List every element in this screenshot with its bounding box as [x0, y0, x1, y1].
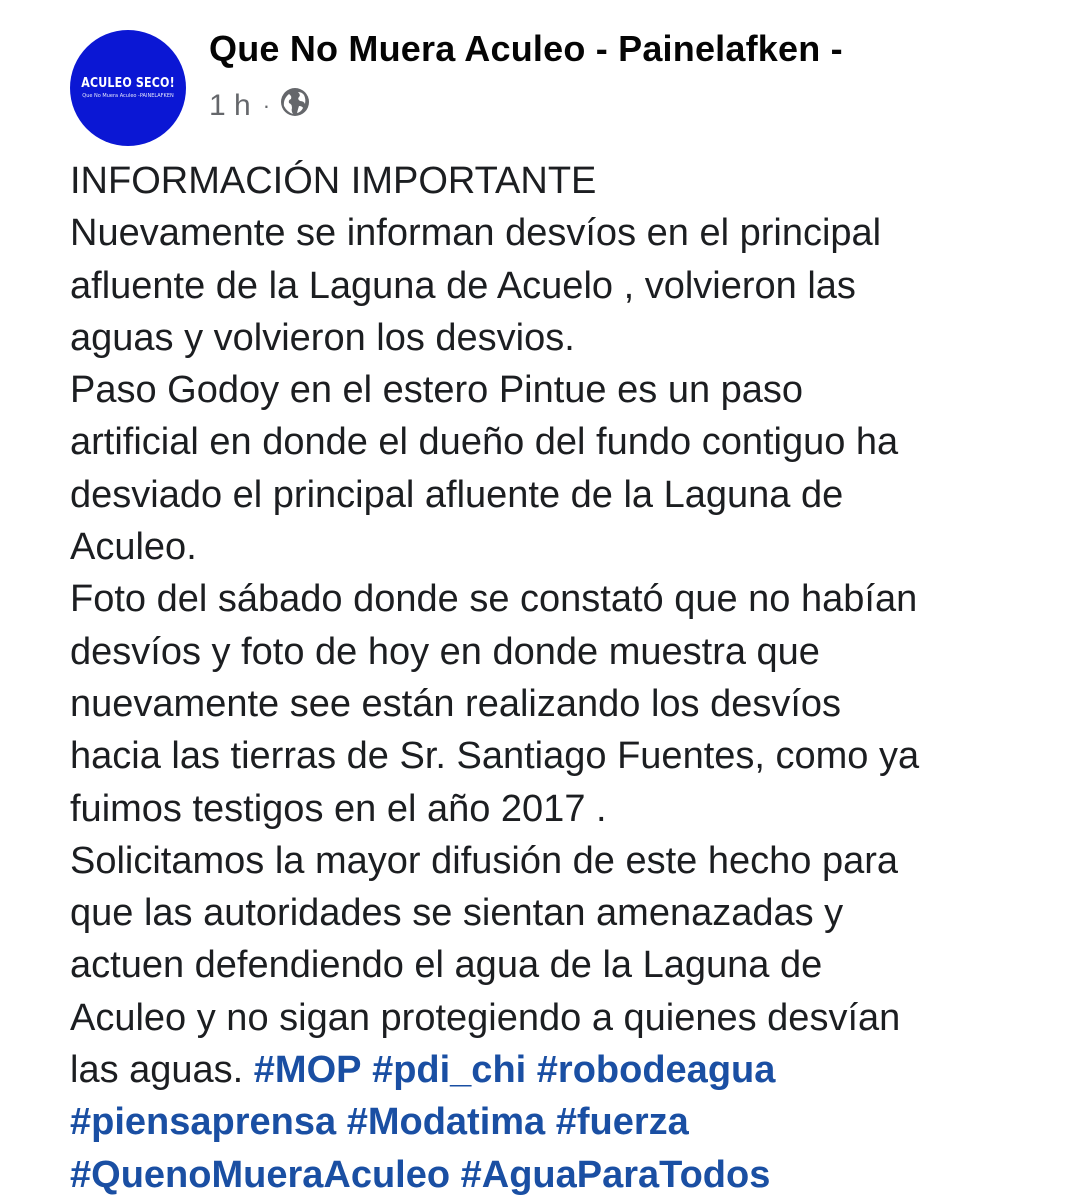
post-line: que las autoridades se sientan amenazadas y — [70, 892, 844, 935]
hashtag-link[interactable]: #robodeagua — [536, 1049, 776, 1092]
globe-icon[interactable] — [280, 87, 310, 125]
post-line: Aculeo. — [70, 526, 197, 569]
post-line: Foto del sábado donde se constató que no habían — [70, 578, 918, 621]
hashtag-link[interactable]: #Modatima — [346, 1101, 546, 1144]
hashtag-link[interactable]: #MOP — [253, 1049, 362, 1092]
post-line: actuen defendiendo el agua de la Laguna de — [70, 944, 823, 987]
post-line: hacia las tierras de Sr. Santiago Fuentes, como ya — [70, 735, 920, 778]
post-line-text: las aguas. — [70, 1049, 244, 1092]
post-line: aguas y volvieron los desvios. — [70, 316, 575, 359]
hashtag-line — [70, 1096, 1070, 1148]
page-avatar[interactable] — [70, 30, 186, 146]
post-header — [0, 0, 1083, 150]
post-timestamp[interactable]: 1 h — [209, 89, 251, 122]
hashtag-link[interactable]: #QuenoMueraAculeo — [70, 1153, 451, 1196]
hashtag-link[interactable]: #piensaprensa — [70, 1101, 337, 1144]
hashtag-link[interactable]: #AguaParaTodos — [460, 1153, 771, 1196]
meta-separator: · — [262, 93, 271, 118]
post-line: artificial en donde el dueño del fundo contiguo ha — [70, 421, 899, 464]
post-line: Nuevamente se informan desvíos en el principal — [70, 212, 882, 255]
hashtag-link[interactable]: #pdi_chi — [372, 1049, 527, 1092]
hashtag-line — [70, 1149, 1070, 1200]
post-line: Aculeo y no sigan protegiendo a quienes desvían — [70, 996, 901, 1039]
post-line: fuimos testigos en el año 2017 . — [70, 787, 607, 830]
post-line: Paso Godoy en el estero Pintue es un paso — [70, 369, 804, 412]
page-name-link[interactable]: Que No Muera Aculeo - Painelafken - — [209, 28, 843, 69]
post-line: desvíos y foto de hoy en donde muestra que — [70, 630, 820, 673]
post-meta — [209, 86, 310, 126]
post-line: afluente de la Laguna de Acuelo , volvieron las — [70, 264, 856, 307]
post-line: desviado el principal afluente de la Laguna de — [70, 473, 844, 516]
post-line: Solicitamos la mayor difusión de este hecho para — [70, 839, 899, 882]
post-text — [70, 155, 1070, 1200]
avatar-subtitle: Que No Muera Aculeo -PAINELAFKEN — [82, 93, 174, 99]
post-line: nuevamente see están realizando los desvíos — [70, 682, 842, 725]
post-line-with-hashtags — [70, 1044, 1070, 1096]
post-line: INFORMACIÓN IMPORTANTE — [70, 160, 597, 202]
hashtag-link[interactable]: #fuerza — [555, 1101, 689, 1144]
avatar-title: ACULEO SECO! — [81, 76, 175, 91]
